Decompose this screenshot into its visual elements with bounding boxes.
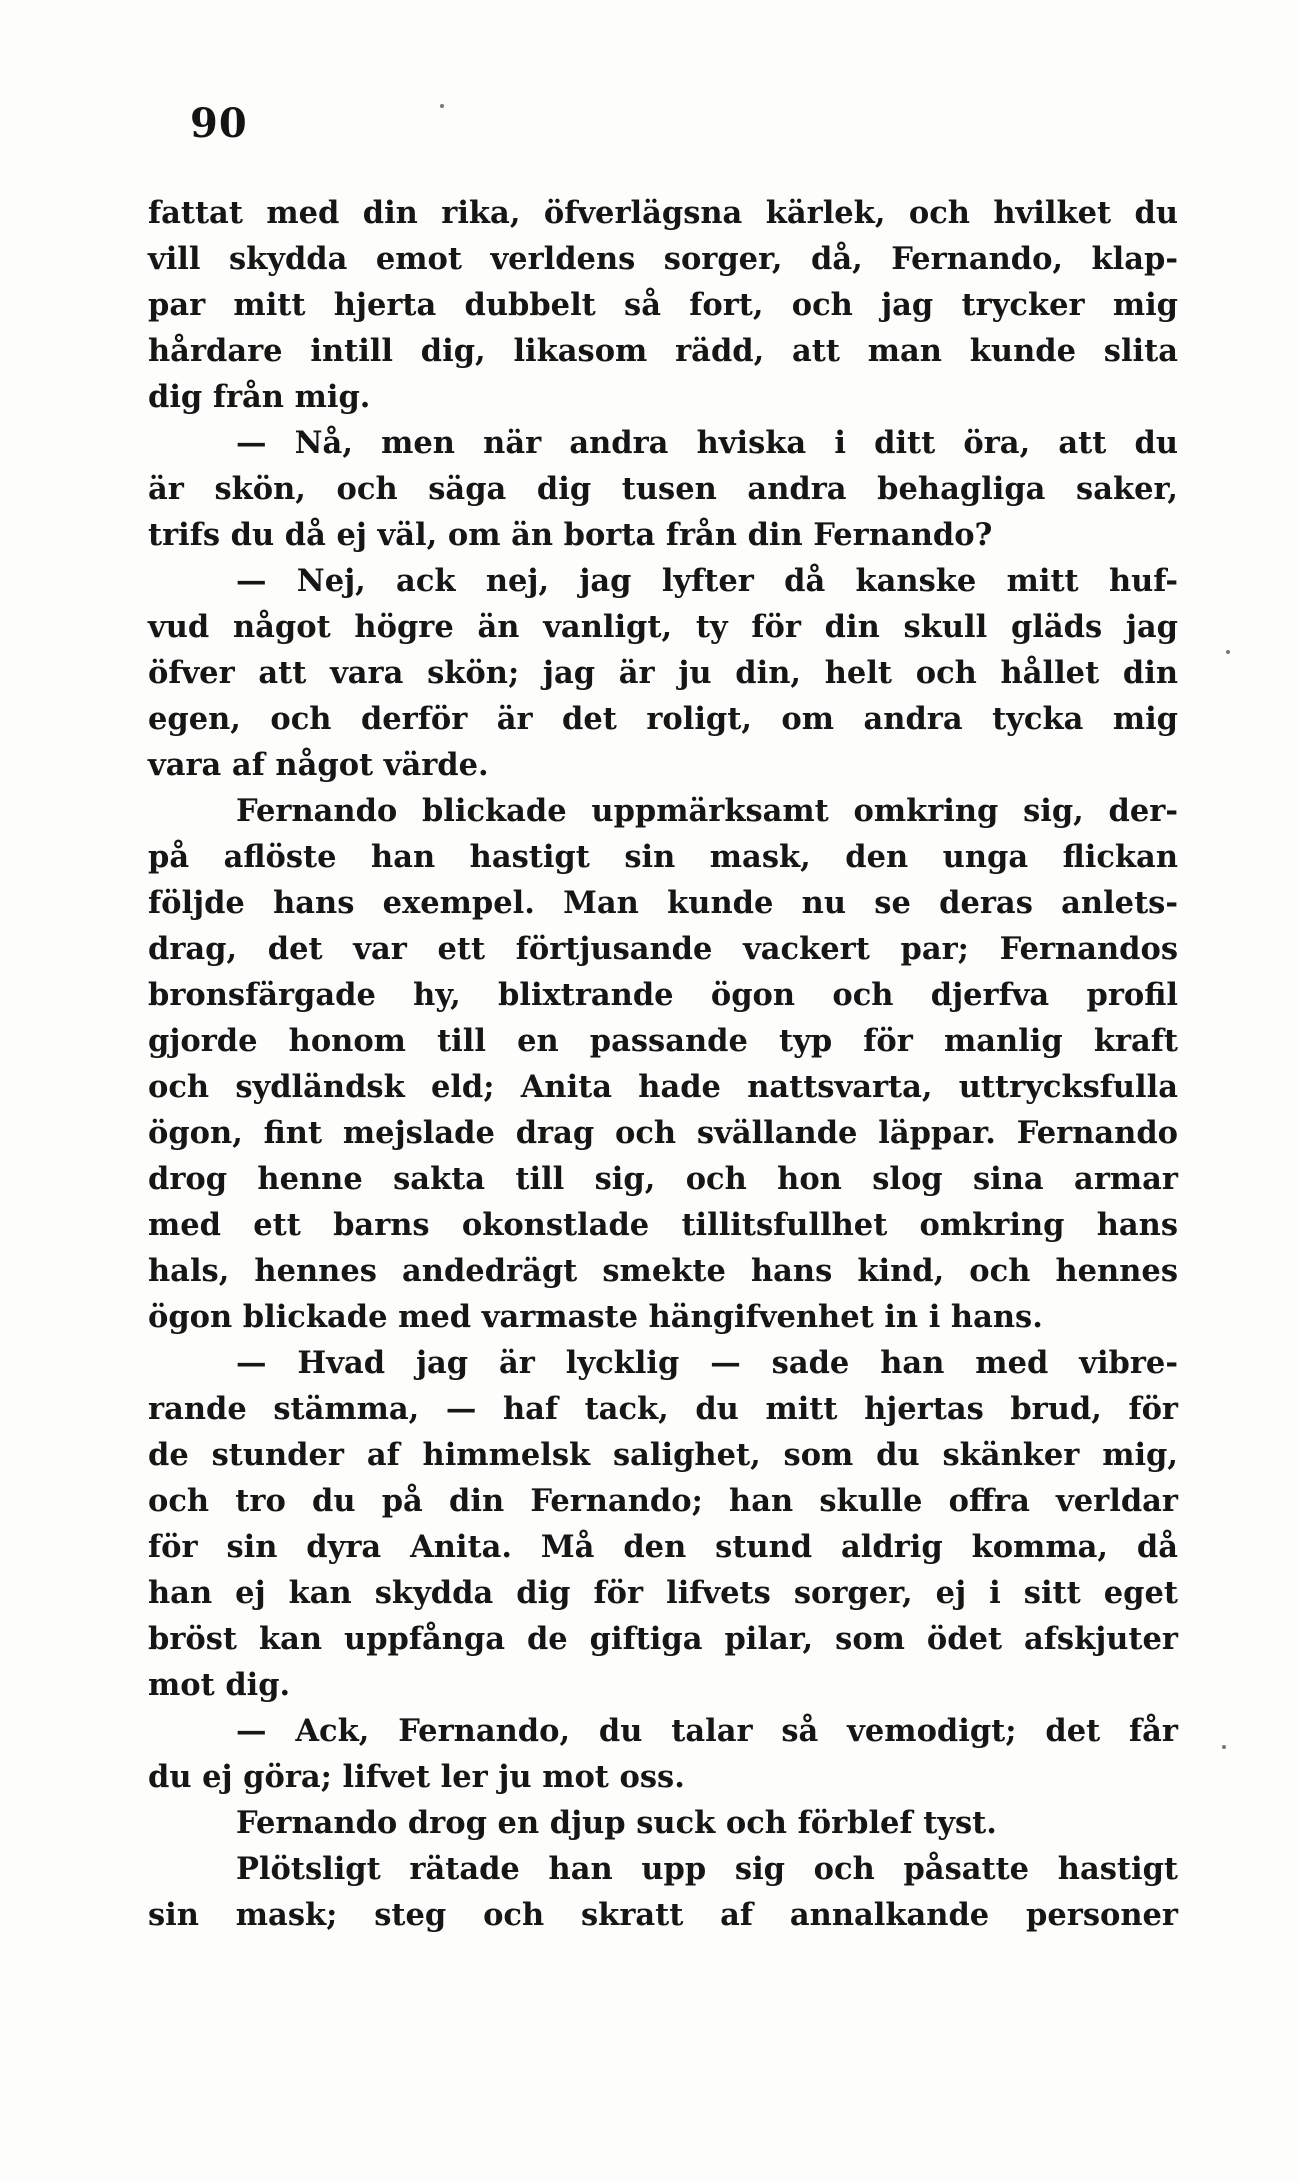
text-line: egen, och derför är det roligt, om andra tycka mig [148,701,1178,737]
page-number: 90 [190,100,248,147]
text-line: mot dig. [148,1667,291,1703]
text-line: han ej kan skydda dig för lifvets sorger, ej i sitt eget [148,1575,1178,1611]
paragraph [148,190,1178,420]
text-line: för sin dyra Anita. Må den stund aldrig komma, då [148,1529,1178,1565]
text-line: bronsfärgade hy, blixtrande ögon och djerfva profil [148,977,1178,1013]
text-line: Fernando blickade uppmärksamt omkring sig, der- [236,793,1178,829]
paragraph [148,1800,1178,1846]
paper-speck [1222,1745,1226,1749]
text-line: öfver att vara skön; jag är ju din, helt och hållet din [148,655,1178,691]
text-line: dig från mig. [148,379,371,415]
text-line: Plötsligt rätade han upp sig och påsatte hastigt [236,1851,1178,1887]
paragraph [148,558,1178,788]
text-line: och tro du på din Fernando; han skulle offra verldar [148,1483,1178,1519]
paragraph [148,1340,1178,1708]
text-line: du ej göra; lifvet ler ju mot oss. [148,1759,685,1795]
text-line: vill skydda emot verldens sorger, då, Fernando, klap- [148,241,1178,277]
text-line: och sydländsk eld; Anita hade nattsvarta, uttrycksfulla [148,1069,1178,1105]
text-line: på aflöste han hastigt sin mask, den unga flickan [148,839,1178,875]
paragraph [148,1846,1178,1938]
text-line: gjorde honom till en passande typ för manlig kraft [148,1023,1178,1059]
text-line: vud något högre än vanligt, ty för din skull gläds jag [148,609,1178,645]
text-line: Fernando drog en djup suck och förblef tyst. [236,1805,997,1841]
text-line: drog henne sakta till sig, och hon slog sina armar [148,1161,1178,1197]
text-line: med ett barns okonstlade tillitsfullhet omkring hans [148,1207,1178,1243]
text-line: — Hvad jag är lycklig — sade han med vibre- [236,1345,1178,1381]
text-line: bröst kan uppfånga de giftiga pilar, som ödet afskjuter [148,1621,1178,1657]
paper-speck [440,104,444,108]
text-line: ögon blickade med varmaste hängifvenhet in i hans. [148,1299,1043,1335]
text-line: följde hans exempel. Man kunde nu se deras anlets- [148,885,1178,921]
body-text [148,190,1178,1938]
text-line: hårdare intill dig, likasom rädd, att man kunde slita [148,333,1178,369]
text-line: — Nej, ack nej, jag lyfter då kanske mitt huf- [236,563,1178,599]
text-line: de stunder af himmelsk salighet, som du skänker mig, [148,1437,1178,1473]
paragraph [148,788,1178,1340]
text-line: fattat med din rika, öfverlägsna kärlek, och hvilket du [148,195,1178,231]
text-line: trifs du då ej väl, om än borta från din Fernando? [148,517,993,553]
text-line: par mitt hjerta dubbelt så fort, och jag trycker mig [148,287,1178,323]
paper-speck [1226,650,1230,654]
paragraph [148,420,1178,558]
text-line: hals, hennes andedrägt smekte hans kind, och hennes [148,1253,1178,1289]
text-line: sin mask; steg och skratt af annalkande personer [148,1897,1178,1933]
text-line: — Nå, men när andra hviska i ditt öra, att du [236,425,1178,461]
text-line: vara af något värde. [148,747,489,783]
text-line: är skön, och säga dig tusen andra behagliga saker, [148,471,1178,507]
text-line: rande stämma, — haf tack, du mitt hjertas brud, för [148,1391,1178,1427]
paragraph [148,1708,1178,1800]
text-line: drag, det var ett förtjusande vackert par; Fernandos [148,931,1178,967]
text-line: ögon, fint mejslade drag och svällande läppar. Fernando [148,1115,1178,1151]
text-line: — Ack, Fernando, du talar så vemodigt; det får [236,1713,1178,1749]
